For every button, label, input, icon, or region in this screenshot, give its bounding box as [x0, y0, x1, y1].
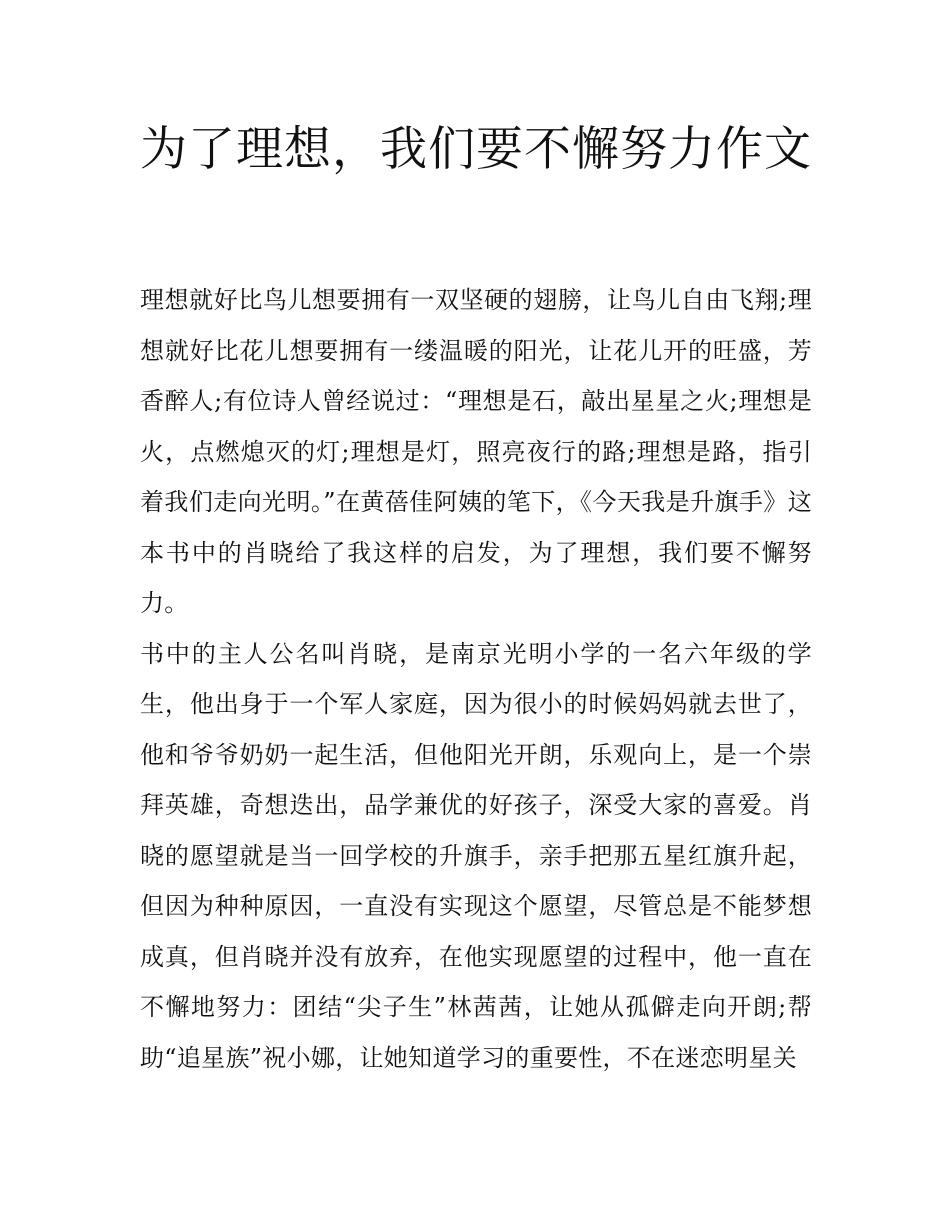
document-body	[140, 275, 812, 1083]
paragraph-story: 书中的主人公名叫肖晓，是南京光明小学的一名六年级的学生，他出身于一个军人家庭，因为很小的时候妈妈就去世了，他和爷爷奶奶一起生活，但他阳光开朗，乐观向上，是一个崇拜英雄，奇想迭出，品学兼优的好孩子，深受大家的喜爱。肖晓的愿望就是当一回学校的升旗手，亲手把那五星红旗升起，但因为种种原因，一直没有实现这个愿望，尽管总是不能梦想成真，但肖晓并没有放弃，在他实现愿望的过程中，他一直在不懈地努力：团结“尖子生”林茜茜，让她从孤僻走向开朗;帮助“追星族”祝小娜，让她知道学习的重要性，不在迷恋明星关	[140, 639, 812, 1072]
paragraph-intro: 理想就好比鸟儿想要拥有一双坚硬的翅膀，让鸟儿自由飞翔;理想就好比花儿想要拥有一缕温暖的阳光，让花儿开的旺盛，芳香醉人;有位诗人曾经说过：“理想是石，敲出星星之火;理想是火，点燃熄灭的灯;理想是灯，照亮夜行的路;理想是路，指引着我们走向光明。”在黄蓓佳阿姨的笔下，《今天我是升旗手》这本书中的肖晓给了我这样的启发，为了理想，我们要不懈努力。	[140, 286, 812, 617]
document-title: 为了理想，我们要不懈努力作文	[140, 122, 812, 177]
